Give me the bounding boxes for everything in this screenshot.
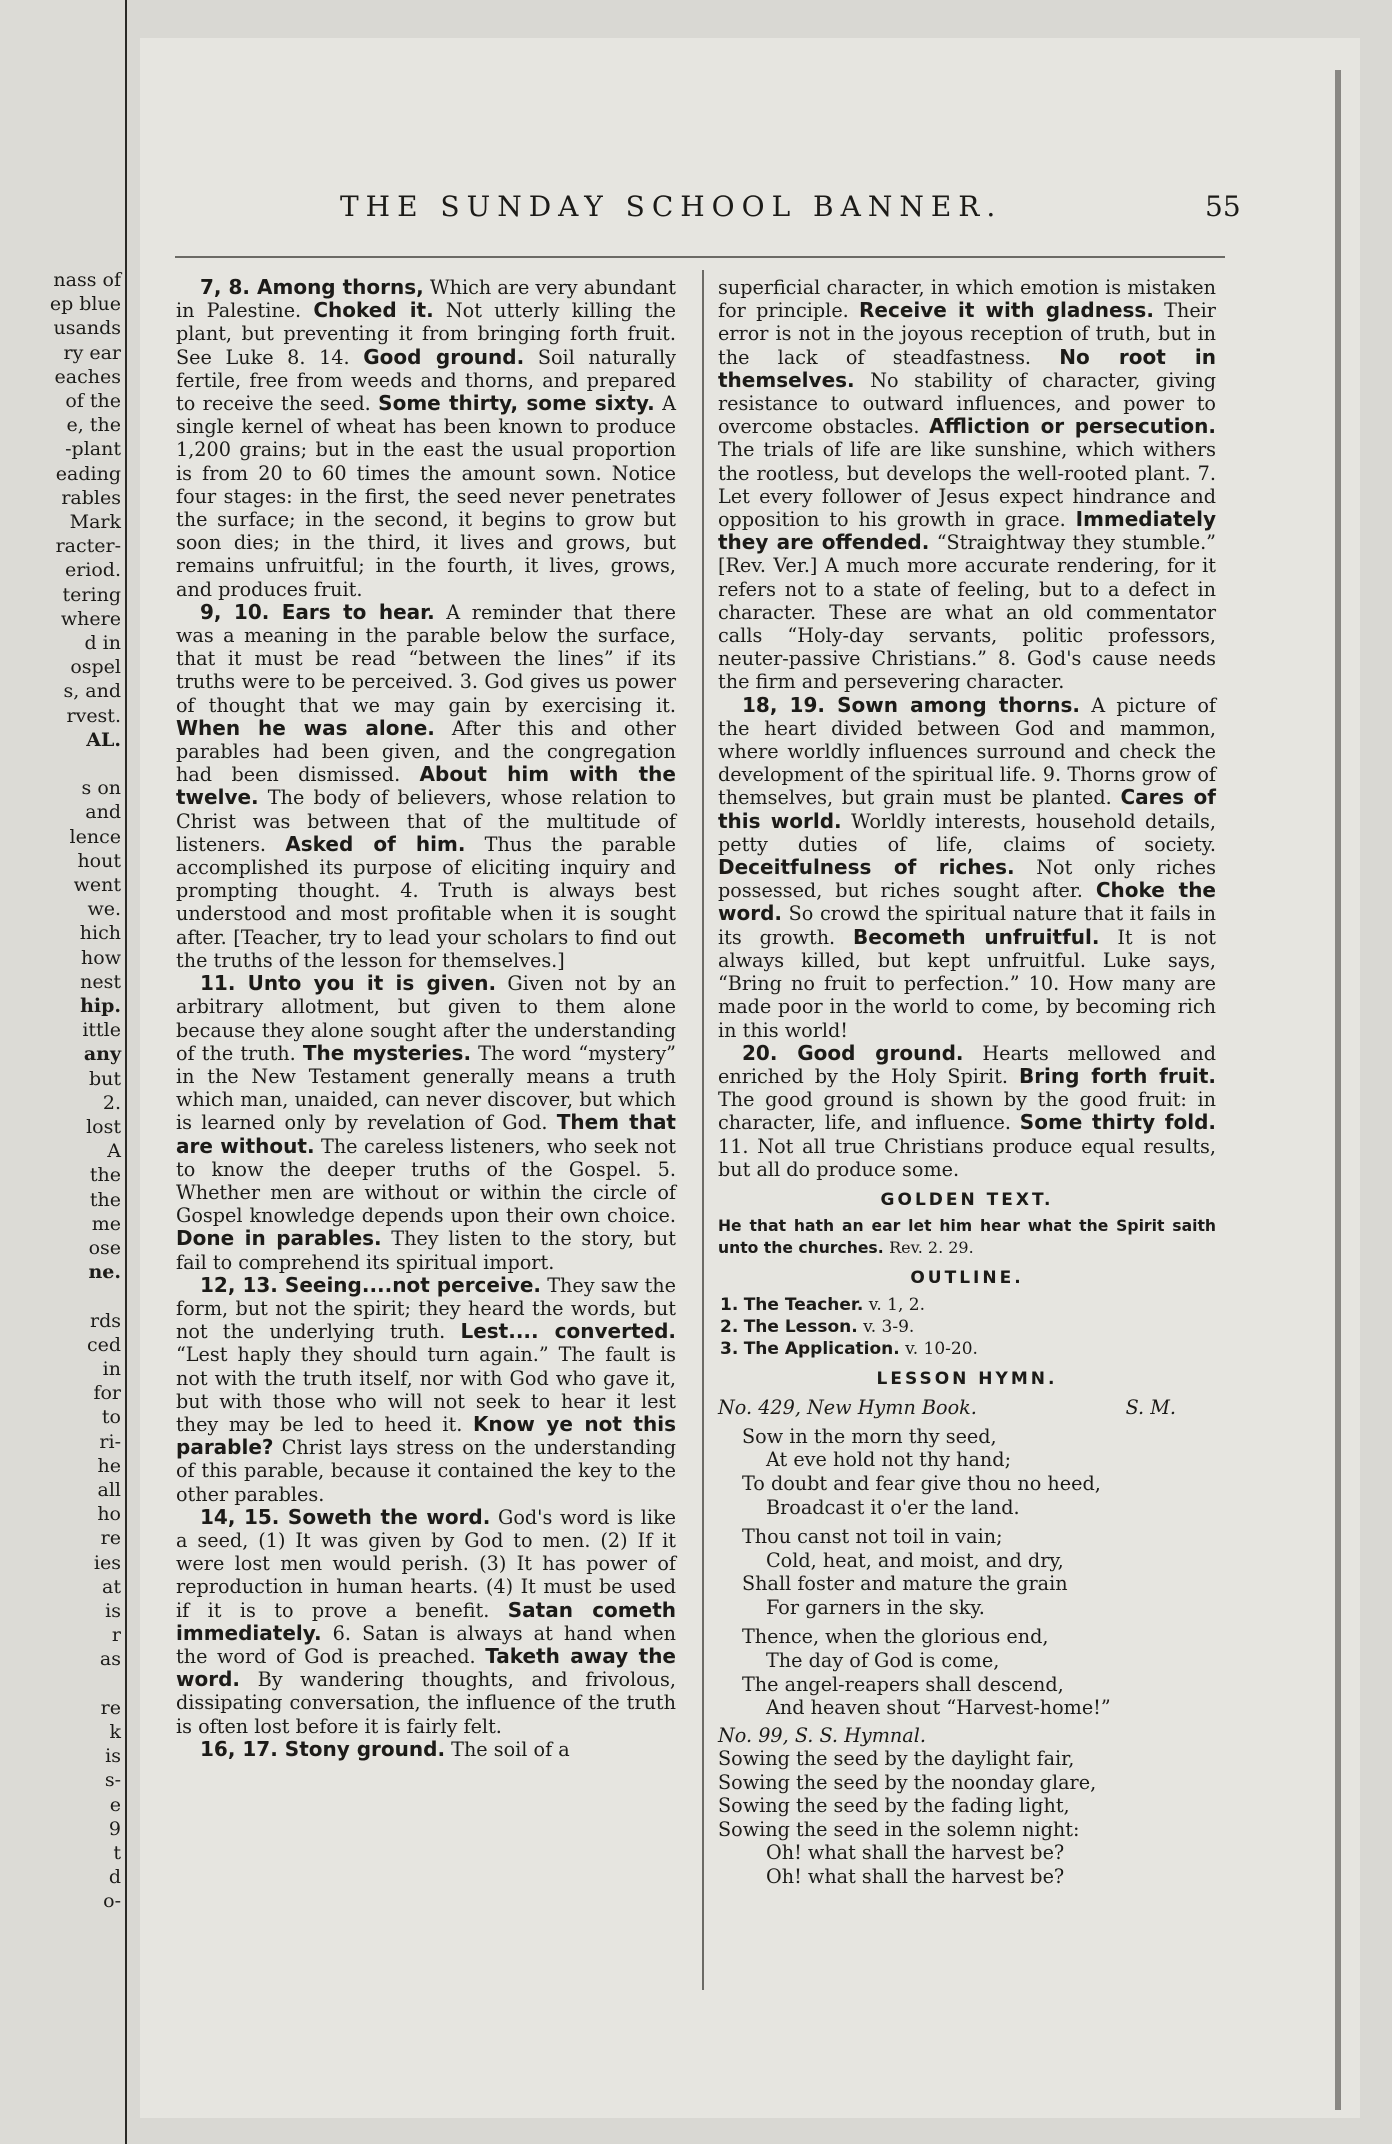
note-text: Hearts mellowed and enriched by the Holy Spirit. bbox=[718, 1041, 1216, 1088]
note-text: The good ground is shown by the good fruit: in character, life, and influence. bbox=[718, 1088, 1216, 1135]
note-keyword: Choke the word. bbox=[718, 878, 1216, 926]
note-keyword: 20. Good ground. bbox=[742, 1040, 964, 1065]
right-column-notes bbox=[718, 276, 1216, 1181]
hymn-line: Oh! what shall the harvest be? bbox=[766, 1841, 1065, 1865]
golden-text-body: He that hath an ear let him hear what the Spirit saith unto the churches. bbox=[718, 1217, 1216, 1258]
hymn-line: Oh! what shall the harvest be? bbox=[766, 1865, 1065, 1889]
note-text: superficial character, in which emotion is mistaken for principle. bbox=[718, 276, 1216, 323]
page-fragment-text: d bbox=[108, 1866, 121, 1889]
page-fragment-text: s- bbox=[104, 1769, 121, 1792]
page-fragment-text: e, the bbox=[66, 414, 121, 437]
page-fragment-text: 2. bbox=[102, 1091, 121, 1114]
hymn-line: Sowing the seed by the fading light, bbox=[718, 1794, 1070, 1818]
hymn-verse bbox=[742, 1625, 1216, 1719]
page-fragment-text: t bbox=[113, 1842, 121, 1864]
page-fragment-text: went bbox=[73, 874, 121, 896]
page-fragment-text: he bbox=[97, 1454, 121, 1477]
note-keyword: Deceitfulness of riches. bbox=[718, 855, 1015, 880]
page-fragment-text: tering bbox=[62, 583, 121, 606]
hymn-line: For garners in the sky. bbox=[766, 1595, 985, 1619]
hymn-chorus bbox=[718, 1747, 1216, 1889]
note-text: They listen to the story, but fail to comprehend its spiritual import. bbox=[176, 1227, 677, 1274]
header-rule bbox=[175, 256, 1225, 258]
note-text: The word “mystery” in the New Testament generally means a truth which man, unaided, can never discover, but which is learned only by revelation of God. bbox=[176, 1041, 676, 1135]
page-fragment-text: at bbox=[102, 1575, 121, 1598]
note-keyword: Taketh away the word. bbox=[176, 1643, 676, 1692]
left-column bbox=[176, 276, 676, 1761]
hymn-verses bbox=[718, 1425, 1216, 1720]
page-fragment-text: any bbox=[83, 1043, 121, 1066]
hymn-line: The day of God is come, bbox=[766, 1649, 1000, 1673]
page-fragment-text: the bbox=[89, 1164, 121, 1187]
note-paragraph bbox=[176, 972, 676, 1274]
page-fragment-text: ho bbox=[97, 1503, 121, 1526]
note-keyword: About him with the twelve. bbox=[176, 762, 676, 810]
note-text: Christ lays stress on the understanding of this parable, because it contained the key to the other parables. bbox=[176, 1436, 676, 1506]
page-edge bbox=[1335, 70, 1341, 2110]
note-text: 11. Not all true Christians produce equal results, but all do produce some. bbox=[718, 1134, 1216, 1181]
outline-list bbox=[718, 1294, 1216, 1360]
hymn-line: Cold, heat, and moist, and dry, bbox=[766, 1548, 1064, 1572]
page-fragment-text: as bbox=[99, 1648, 121, 1671]
running-header bbox=[340, 190, 1240, 230]
page-fragment-text: k bbox=[109, 1721, 121, 1743]
page-fragment-text: hich bbox=[79, 922, 121, 945]
page-fragment-text: for bbox=[93, 1382, 121, 1405]
note-keyword: Receive it with gladness. bbox=[859, 298, 1154, 323]
note-keyword: No root in themselves. bbox=[718, 344, 1216, 392]
outline-item-title: The Lesson. bbox=[743, 1317, 858, 1338]
page-fragment-text: ies bbox=[93, 1551, 121, 1574]
note-text: So crowd the spiritual nature that it fails in its growth. bbox=[718, 902, 1216, 949]
page-fragment-text: and bbox=[85, 801, 121, 824]
page-fragment-text: hip. bbox=[80, 995, 121, 1017]
page-fragment-text: Mark bbox=[69, 511, 121, 533]
note-paragraph bbox=[176, 1274, 676, 1506]
note-keyword: 14, 15. Soweth the word. bbox=[200, 1504, 491, 1529]
note-text: “Straightway they stumble.” [Rev. Ver.] A much more accurate rendering, for it refers not to a state of feeling, but to a defect in character. These are what an old commentator calls “Holy-day servants, politic professors, neuter-passive Christians.” 8. God's cause needs the firm and persevering character. bbox=[718, 531, 1216, 694]
page-fragment-text: in bbox=[102, 1358, 121, 1380]
note-text: Which are very abundant in Palestine. bbox=[176, 276, 676, 323]
note-text: Their error is not in the joyous reception of truth, but in the lack of steadfastness. bbox=[718, 299, 1216, 369]
hymn-reference bbox=[718, 1396, 1216, 1419]
page-fragment-text: d in bbox=[84, 632, 121, 654]
hymn-reference-2 bbox=[718, 1724, 1216, 1747]
page-fragment-text: is bbox=[105, 1600, 121, 1622]
note-text: After this and other parables had been given, and the congregation had been dismissed. bbox=[176, 716, 676, 787]
outline-item bbox=[720, 1316, 1216, 1338]
note-keyword: Becometh unfruitful. bbox=[853, 924, 1100, 949]
outline-item-ref: v. 10-20. bbox=[905, 1339, 978, 1360]
outline-item-number: 3. bbox=[720, 1339, 739, 1360]
page-fragment-text: nest bbox=[80, 970, 121, 993]
note-text: Not only riches possessed, but riches sought after. bbox=[718, 856, 1216, 903]
note-paragraph bbox=[718, 276, 1216, 694]
note-keyword: Asked of him. bbox=[285, 831, 466, 856]
page-fragment-text: where bbox=[60, 607, 121, 630]
hymn-line: Shall foster and mature the grain bbox=[742, 1572, 1068, 1596]
page-fragment-text: rds bbox=[90, 1309, 121, 1332]
note-text: 6. Satan is always at hand when the word of God is preached. bbox=[176, 1621, 676, 1668]
page-fragment-text: AL. bbox=[86, 728, 121, 751]
note-keyword: Done in parables. bbox=[176, 1226, 382, 1251]
hymn-verse bbox=[742, 1425, 1216, 1519]
note-keyword: Cares of this world. bbox=[718, 785, 1216, 833]
page-fragment-text: e bbox=[109, 1793, 121, 1816]
page-fragment-text: ittle bbox=[82, 1019, 121, 1042]
page-fragment-text: ry ear bbox=[63, 341, 121, 364]
page-fragment-text: lost bbox=[86, 1116, 121, 1138]
note-text: The body of believers, whose relation to Christ was between that of the multitude of listeners. bbox=[176, 786, 676, 856]
page-fragment-text: r bbox=[111, 1624, 121, 1647]
hymn-line: Broadcast it o'er the land. bbox=[766, 1495, 1020, 1519]
hymn-line: Sowing the seed by the daylight fair, bbox=[718, 1747, 1075, 1771]
note-text: Not utterly killing the plant, but preventing it from bringing forth fruit. See Luke 8. 14. bbox=[176, 299, 676, 369]
page-fragment-text: the bbox=[89, 1188, 121, 1211]
outline-item bbox=[720, 1294, 1216, 1316]
right-column bbox=[718, 276, 1216, 1889]
note-keyword: Some thirty fold. bbox=[1019, 1110, 1216, 1135]
page-fragment-text: ospel bbox=[70, 656, 121, 679]
note-paragraph bbox=[176, 276, 676, 601]
note-keyword: Them that are without. bbox=[176, 1110, 676, 1158]
hymn-line: Thou canst not toil in vain; bbox=[742, 1525, 1003, 1549]
page-fragment-text: rvest. bbox=[66, 704, 121, 727]
page-fragment-text: lence bbox=[69, 825, 121, 848]
outline-heading: OUTLINE. bbox=[910, 1268, 1024, 1289]
page-fragment-text: ne. bbox=[88, 1261, 121, 1284]
note-text: No stability of character, giving resistance to outward influences, and power to overcome obstacles. bbox=[718, 368, 1216, 439]
hymn-book-ref: No. 429, New Hymn Book. bbox=[718, 1395, 977, 1419]
outline-item-ref: v. 1, 2. bbox=[868, 1295, 925, 1316]
note-keyword: Know ye not this parable? bbox=[176, 1411, 676, 1460]
golden-text-heading: GOLDEN TEXT. bbox=[880, 1189, 1054, 1210]
note-keyword: 7, 8. Among thorns, bbox=[200, 275, 424, 299]
publication-title: THE SUNDAY SCHOOL BANNER. bbox=[340, 190, 1003, 223]
note-keyword: 16, 17. Stony ground. bbox=[200, 1736, 446, 1761]
page-fragment-text: of the bbox=[65, 390, 121, 412]
note-keyword: 11. Unto you it is given. bbox=[200, 971, 497, 996]
note-paragraph bbox=[718, 1042, 1216, 1181]
hymn-line: Thence, when the glorious end, bbox=[742, 1625, 1049, 1649]
outline-item-title: The Teacher. bbox=[743, 1295, 864, 1316]
page-fragment-text: rables bbox=[61, 486, 121, 509]
note-text: A reminder that there was a meaning in the parable below the surface, that it must be read “between the lines” if its truths were to be perceived. 3. God gives us power of thought that we may gain by exercising it. bbox=[176, 600, 676, 717]
hymn-line: Sow in the morn thy seed, bbox=[742, 1424, 997, 1448]
page-fragment-text: re bbox=[100, 1527, 121, 1550]
note-paragraph bbox=[176, 1738, 676, 1761]
hymn-line: And heaven shout “Harvest-home!” bbox=[766, 1696, 1111, 1720]
golden-text-reference: Rev. 2. 29. bbox=[889, 1238, 974, 1258]
note-keyword: When he was alone. bbox=[176, 715, 435, 740]
column-divider bbox=[702, 270, 704, 1990]
page-fragment-text: me bbox=[91, 1212, 121, 1235]
note-keyword: Immediately they are offended. bbox=[718, 507, 1216, 555]
outline-item bbox=[720, 1338, 1216, 1360]
note-keyword: 9, 10. Ears to hear. bbox=[200, 599, 435, 624]
note-keyword: Good ground. bbox=[363, 344, 525, 369]
hymn-line: Sowing the seed in the solemn night: bbox=[718, 1817, 1080, 1841]
page-fragment-text: is bbox=[105, 1745, 121, 1768]
outline-item-number: 2. bbox=[720, 1317, 739, 1338]
note-text: It is not always killed, but kept unfruitful. Luke says, “Bring no fruit to perfection.” 10. How many are made poor in the world to come, by becoming rich in this world! bbox=[718, 925, 1216, 1042]
page-number: 55 bbox=[1205, 190, 1241, 223]
page-fragment-text: hout bbox=[77, 849, 121, 872]
golden-text bbox=[718, 1216, 1216, 1259]
note-text: God's word is like a seed, (1) It was given by God to men. (2) If it were lost men would perish. (3) It has power of reproduction in human hearts. (4) It must be used if it is to prove a benefit. bbox=[176, 1505, 676, 1622]
note-text: Worldly interests, household details, petty duties of life, claims of society. bbox=[718, 809, 1216, 856]
note-keyword: Choked it. bbox=[313, 298, 434, 323]
hymn-verse bbox=[742, 1525, 1216, 1619]
lesson-hymn-heading: LESSON HYMN. bbox=[876, 1369, 1058, 1390]
note-text: The soil of a bbox=[445, 1737, 570, 1761]
page-fragment-text: we. bbox=[87, 898, 121, 921]
note-keyword: 12, 13. Seeing....not perceive. bbox=[200, 1272, 542, 1297]
hymn-line: To doubt and fear give thou no heed, bbox=[742, 1471, 1101, 1495]
note-keyword: Satan cometh immediately. bbox=[176, 1597, 676, 1645]
note-paragraph bbox=[718, 694, 1216, 1042]
page-fragment-text: eriod. bbox=[64, 559, 121, 582]
note-text: By wandering thoughts, and frivolous, dissipating conversation, the influence of the truth is often lost before it is fairly felt. bbox=[176, 1668, 676, 1738]
page-fragment-text: 9 bbox=[108, 1817, 121, 1840]
note-text: The trials of life are like sunshine, which withers the rootless, but develops the well-rooted plant. 7. Let every follower of Jesus expect hindrance and opposition to his growth in grace. bbox=[718, 438, 1216, 532]
page-fragment-text: o- bbox=[103, 1890, 121, 1913]
note-keyword: Affliction or persecution. bbox=[929, 414, 1216, 439]
note-text: “Lest haply they should turn again.” The fault is not with the truth itself, nor with God who gave it, but with those who will not seek to hear it lest they may be led to heed it. bbox=[176, 1343, 676, 1436]
note-text: They saw the form, but not the spirit; they heard the words, but not the underlying truth. bbox=[176, 1273, 676, 1344]
page-fragment-text: but bbox=[88, 1067, 121, 1090]
page-fragment-text: s, and bbox=[63, 680, 121, 703]
note-keyword: Lest.... converted. bbox=[460, 1319, 676, 1344]
note-text: A single kernel of wheat has been known to produce 1,200 grains; but in the east the usual proportion is from 20 to 60 times the amount sown. Notice four stages: in the first, the seed never penetrates the surface; in the second, it begins to grow but soon dies; in the third, it lives and grows, but remains unfruitful; in the fourth, it lives, grows, and produces fruit. bbox=[176, 392, 676, 601]
outline-item-number: 1. bbox=[720, 1295, 739, 1316]
page-fragment-text: nass of bbox=[53, 269, 121, 291]
note-text: Soil naturally fertile, free from weeds and thorns, and prepared to receive the seed. bbox=[176, 345, 676, 416]
note-text: Thus the parable accomplished its purpose of eliciting inquiry and prompting thought. 4. Truth is always best understood and most profitable when it is sought after. [Teacher, try to lead your scholars to find out the truths of the lesson for themselves.] bbox=[176, 832, 676, 972]
page-fragment-text: ose bbox=[88, 1237, 121, 1259]
note-text: Given not by an arbitrary allotment, but given to them alone because they alone sought after the understanding of the truth. bbox=[176, 972, 677, 1065]
note-text: A picture of the heart divided between God and mammon, where worldly influences surround and check the development of the spiritual life. 9. Thorns grow of themselves, but grain must be planted. bbox=[718, 693, 1216, 810]
page-fragment-text: re bbox=[100, 1696, 121, 1719]
note-text: The careless listeners, who seek not to know the deeper truths of the Gospel. 5. Whether men are without or within the circle of Gospel knowledge depends upon their own choice. bbox=[176, 1134, 676, 1228]
note-keyword: Bring forth fruit. bbox=[1018, 1063, 1216, 1088]
adjacent-page-fragment bbox=[0, 0, 127, 2144]
page-fragment-text: s on bbox=[81, 777, 121, 800]
hymn-line: The angel-reapers shall descend, bbox=[742, 1672, 1064, 1696]
page-fragment-text: -plant bbox=[65, 438, 121, 461]
page-fragment-text: eading bbox=[55, 462, 121, 485]
note-keyword: The mysteries. bbox=[302, 1040, 472, 1065]
page-fragment-text: eaches bbox=[54, 365, 121, 388]
page-fragment-text: ri- bbox=[99, 1430, 121, 1453]
hymnal-ref: No. 99, S. S. Hymnal. bbox=[718, 1723, 926, 1747]
hymn-line: Sowing the seed by the noonday glare, bbox=[718, 1770, 1097, 1794]
note-paragraph bbox=[176, 601, 676, 972]
outline-item-title: The Application. bbox=[743, 1339, 900, 1360]
page-fragment-text: all bbox=[97, 1479, 121, 1501]
page-fragment-text: ced bbox=[86, 1333, 121, 1356]
page-fragment-text: ep blue bbox=[49, 293, 121, 316]
page-fragment-text: A bbox=[107, 1140, 121, 1163]
outline-item-ref: v. 3-9. bbox=[863, 1317, 915, 1338]
note-paragraph bbox=[176, 1506, 676, 1738]
note-keyword: 18, 19. Sown among thorns. bbox=[742, 692, 1080, 717]
hymn-line: At eve hold not thy hand; bbox=[766, 1448, 1012, 1472]
hymn-meter: S. M. bbox=[1125, 1395, 1176, 1419]
page-fragment-text: racter- bbox=[55, 535, 121, 558]
note-keyword: Some thirty, some sixty. bbox=[378, 391, 655, 416]
page-fragment-text: how bbox=[81, 946, 121, 969]
page-fragment-text: usands bbox=[53, 317, 121, 340]
page-fragment-text: to bbox=[101, 1406, 121, 1429]
